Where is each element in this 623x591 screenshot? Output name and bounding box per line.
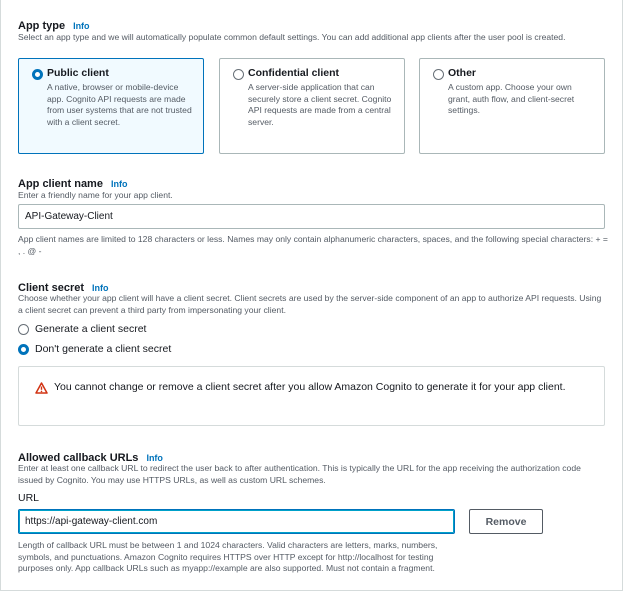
client-secret-description: Choose whether your app client will have a client secret. Client secrets are used by the server-side component of an app to authorize API requests. Using a client secret can prevent a third party from impersonating your client. bbox=[18, 293, 602, 315]
option-generate-client-secret[interactable] bbox=[18, 322, 146, 336]
radio-confidential-client[interactable] bbox=[233, 69, 244, 80]
radio-other[interactable] bbox=[433, 69, 444, 80]
app-client-name-constraint: App client names are limited to 128 characters or less. Names may only contain alphanumeric characters, spaces, and the following special characters: + = , . @ - bbox=[18, 234, 608, 256]
card-title-other: Other bbox=[448, 67, 477, 79]
radio-dont-generate-client-secret[interactable] bbox=[18, 344, 29, 355]
app-client-name-input[interactable]: API-Gateway-Client bbox=[18, 204, 605, 229]
app-client-name-description: Enter a friendly name for your app client. bbox=[18, 190, 173, 200]
callback-urls-label: Allowed callback URLs bbox=[18, 452, 139, 464]
card-description-confidential-client: A server-side application that can securely store a client secret. Cognito API requests are made from a central server. bbox=[248, 82, 392, 127]
card-description-public-client: A native, browser or mobile-device app. Cognito API requests are made from user systems that are not trusted with a client secret. bbox=[47, 82, 192, 127]
app-type-label: App type bbox=[18, 20, 66, 32]
warning-icon bbox=[35, 382, 48, 394]
callback-urls-constraint: Length of callback URL must be between 1 and 1024 characters. Valid characters are letters, marks, numbers, symbols, and punctuations. Amazon Cognito requires HTTPS over HTTP except for http://localhost for testing purposes only. App callback URLs such as myapp://example are also supported. Must not contain a fragment. bbox=[18, 540, 438, 573]
client-secret-warning-alert bbox=[18, 366, 605, 426]
label-generate-client-secret: Generate a client secret bbox=[35, 323, 147, 335]
client-secret-warning-text: You cannot change or remove a client secret after you allow Amazon Cognito to generate it for your app client. bbox=[54, 381, 566, 393]
remove-url-button[interactable]: Remove bbox=[469, 509, 543, 534]
client-secret-label: Client secret bbox=[18, 282, 85, 294]
label-dont-generate-client-secret: Don't generate a client secret bbox=[35, 343, 172, 355]
card-title-confidential-client: Confidential client bbox=[248, 67, 340, 79]
radio-public-client[interactable] bbox=[32, 69, 43, 80]
callback-urls-description: Enter at least one callback URL to redirect the user back to after authentication. This is typically the URL for the app receiving the authorization code issued by Cognito. You may use HTTPS URLs, as well as custom URL schemes. bbox=[18, 463, 581, 485]
card-description-other: A custom app. Choose your own grant, auth flow, and client-secret settings. bbox=[448, 82, 575, 115]
callback-url-input[interactable]: https://api-gateway-client.com bbox=[18, 509, 455, 534]
app-type-card-other[interactable] bbox=[419, 58, 605, 154]
app-client-name-label: App client name bbox=[18, 178, 103, 190]
app-client-name-info-link[interactable]: Info bbox=[110, 179, 128, 189]
app-type-info-link[interactable]: Info bbox=[73, 21, 90, 31]
url-field-label: URL bbox=[18, 492, 40, 504]
callback-urls-info-link[interactable]: Info bbox=[146, 453, 163, 463]
card-title-public-client: Public client bbox=[47, 67, 109, 79]
app-type-description: Select an app type and we will automatically populate common default settings. You can add additional app clients after the user pool is created. bbox=[18, 32, 566, 42]
radio-generate-client-secret[interactable] bbox=[18, 324, 29, 335]
client-secret-info-link[interactable]: Info bbox=[92, 283, 109, 293]
app-type-card-public-client[interactable] bbox=[18, 58, 204, 154]
option-dont-generate-client-secret[interactable] bbox=[18, 342, 171, 356]
app-type-card-confidential-client[interactable] bbox=[219, 58, 405, 154]
